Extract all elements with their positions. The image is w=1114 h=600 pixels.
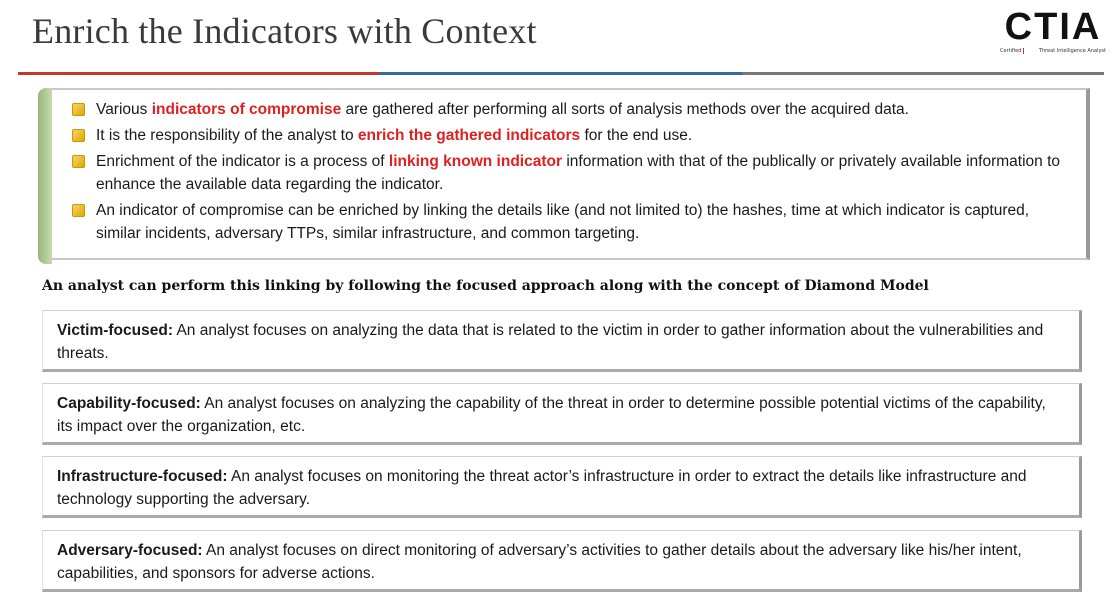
logo-letter-c: C xyxy=(1004,5,1035,48)
bullet-square-icon xyxy=(72,204,85,217)
logo-wordmark xyxy=(1000,6,1106,48)
bullet-text-after: information with that of the publically or privately available information to enhance the available data regarding the indicator. xyxy=(96,153,1060,193)
bullet-list xyxy=(70,98,1076,248)
card-text: An analyst focuses on monitoring the threat actor’s infrastructure in order to extract the details like infrastructure and technology supporting the adversary. xyxy=(57,468,1027,508)
card-label: Victim-focused: xyxy=(57,322,173,339)
logo-sub-left: Certified xyxy=(1000,48,1024,54)
infrastructure-focused-card xyxy=(42,456,1082,518)
list-item xyxy=(70,199,1076,245)
list-item xyxy=(70,98,1076,121)
ctia-logo xyxy=(1000,6,1106,62)
card-label: Infrastructure-focused: xyxy=(57,468,228,485)
divider-blue xyxy=(380,72,742,75)
bullet-highlight: enrich the gathered indicators xyxy=(357,127,581,144)
bullet-text-after: for the end use. xyxy=(580,127,693,144)
slide-title: Enrich the Indicators with Context xyxy=(32,11,537,51)
bullet-text-before: An indicator of compromise can be enriched by linking the details like (and not limited to) the hashes, time at which indicator is captured, similar incidents, adversary TTPs, similar infrastructure, and common targeting. xyxy=(96,202,1030,242)
divider-gray xyxy=(742,72,1104,75)
list-item xyxy=(70,124,1076,147)
logo-sub-right: Threat Intelligence Analyst xyxy=(1038,48,1106,54)
capability-focused-card xyxy=(42,383,1082,445)
adversary-focused-card xyxy=(42,530,1082,592)
list-item xyxy=(70,150,1076,196)
victim-focused-card xyxy=(42,310,1082,372)
bullet-text-before: It is the responsibility of the analyst to xyxy=(96,127,358,144)
logo-letters-tia: TIA xyxy=(1034,5,1102,48)
bullet-panel xyxy=(44,88,1090,260)
bullet-text-before: Various xyxy=(96,101,152,118)
panel-accent-bar xyxy=(38,88,52,264)
section-subheading: An analyst can perform this linking by following the focused approach along with the concept of Diamond Model xyxy=(42,278,929,294)
bullet-square-icon xyxy=(72,103,85,116)
bullet-square-icon xyxy=(72,155,85,168)
card-label: Adversary-focused: xyxy=(57,542,203,559)
card-text: An analyst focuses on analyzing the capability of the threat in order to determine possible potential victims of the capability, its impact over the organization, etc. xyxy=(57,395,1046,435)
card-text: An analyst focuses on analyzing the data that is related to the victim in order to gather information about the vulnerabilities and threats. xyxy=(57,322,1044,362)
bullet-highlight: indicators of compromise xyxy=(151,101,342,118)
bullet-text-before: Enrichment of the indicator is a process of xyxy=(96,153,389,170)
bullet-highlight: linking known indicator xyxy=(388,153,563,170)
bullet-text-after: are gathered after performing all sorts of analysis methods over the acquired data. xyxy=(341,101,909,118)
logo-subtitle xyxy=(1000,48,1106,54)
divider-red xyxy=(18,72,380,75)
card-text: An analyst focuses on direct monitoring of adversary’s activities to gather details about the adversary like his/her intent, capabilities, and sponsors for adverse actions. xyxy=(57,542,1022,582)
card-label: Capability-focused: xyxy=(57,395,201,412)
bullet-square-icon xyxy=(72,129,85,142)
